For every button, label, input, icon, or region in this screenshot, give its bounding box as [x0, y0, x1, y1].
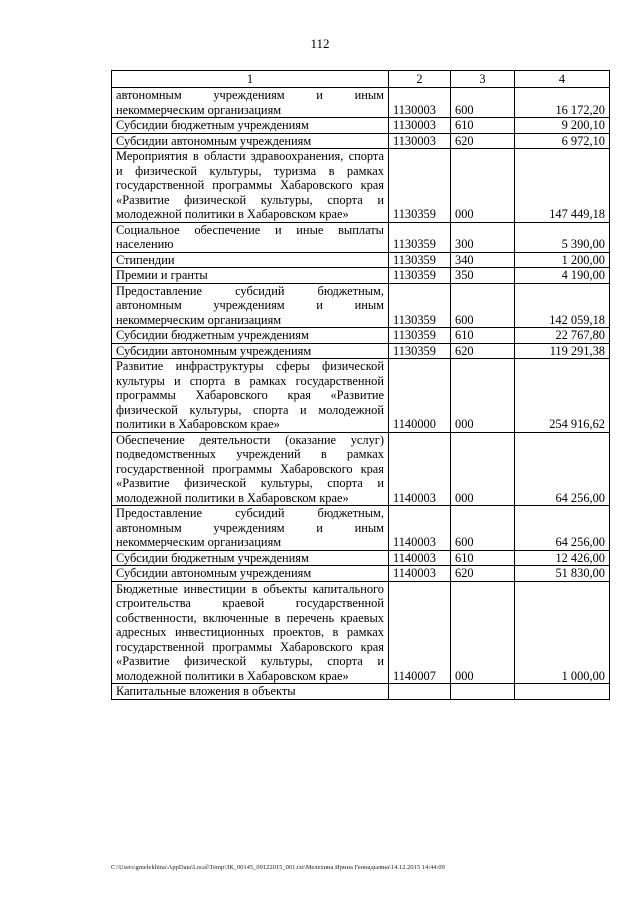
- row-code-cell: 1130359: [389, 268, 451, 284]
- table-row: [112, 566, 610, 582]
- row-type-cell: 000: [451, 359, 515, 433]
- table-row: [112, 506, 610, 551]
- row-name-cell: Субсидии автономным учреждениям: [112, 566, 389, 582]
- row-type-cell: 300: [451, 222, 515, 252]
- row-amount-cell: 22 767,80: [515, 328, 610, 344]
- row-name-cell: Предоставление субсидий бюджетным, автономным учреждениям и иным некоммерческим организациям: [112, 506, 389, 551]
- row-amount-cell: [515, 684, 610, 700]
- row-amount-cell: 5 390,00: [515, 222, 610, 252]
- row-name-cell: Развитие инфраструктуры сферы физической культуры и спорта в рамках государственной программы Хабаровского края «Развитие физической культуры, спорта и молодежной политики в Хабаровском крае»: [112, 359, 389, 433]
- row-type-cell: 340: [451, 252, 515, 268]
- table-row: [112, 283, 610, 328]
- budget-table: [111, 70, 610, 700]
- row-amount-cell: 64 256,00: [515, 506, 610, 551]
- row-amount-cell: 6 972,10: [515, 133, 610, 149]
- table-row: [112, 343, 610, 359]
- table-row: [112, 268, 610, 284]
- row-code-cell: 1130359: [389, 252, 451, 268]
- row-amount-cell: 254 916,62: [515, 359, 610, 433]
- row-code-cell: 1130003: [389, 118, 451, 134]
- row-code-cell: [389, 684, 451, 700]
- row-name-cell: Стипендии: [112, 252, 389, 268]
- row-name-cell: Премии и гранты: [112, 268, 389, 284]
- row-name-cell: Субсидии бюджетным учреждениям: [112, 328, 389, 344]
- row-amount-cell: 9 200,10: [515, 118, 610, 134]
- row-name-cell: Капитальные вложения в объекты: [112, 684, 389, 700]
- column-header-4: 4: [515, 71, 610, 88]
- row-name-cell: автономным учреждениям и иным некоммерческим организациям: [112, 88, 389, 118]
- row-code-cell: 1140003: [389, 506, 451, 551]
- row-code-cell: 1130359: [389, 222, 451, 252]
- table-row: [112, 133, 610, 149]
- row-type-cell: 610: [451, 118, 515, 134]
- table-row: [112, 328, 610, 344]
- row-name-cell: Обеспечение деятельности (оказание услуг) подведомственных учреждений в рамках государственной программы Хабаровского края «Развитие физической культуры, спорта и молодежной политики в Хабаровском крае»: [112, 432, 389, 506]
- table-body: [112, 88, 610, 700]
- table-row: [112, 222, 610, 252]
- row-code-cell: 1140003: [389, 432, 451, 506]
- column-header-1: 1: [112, 71, 389, 88]
- table-row: [112, 88, 610, 118]
- table-row: [112, 432, 610, 506]
- row-amount-cell: 64 256,00: [515, 432, 610, 506]
- row-name-cell: Бюджетные инвестиции в объекты капитального строительства краевой государственной собственности, включенные в перечень краевых адресных инвестиционных проектов, в рамках государственной программы Хабаровского края «Развитие физической культуры, спорта и молодежной политики в Хабаровском крае»: [112, 581, 389, 684]
- table-row: [112, 684, 610, 700]
- row-name-cell: Социальное обеспечение и иные выплаты населению: [112, 222, 389, 252]
- row-code-cell: 1130003: [389, 88, 451, 118]
- row-amount-cell: 4 190,00: [515, 268, 610, 284]
- row-code-cell: 1140007: [389, 581, 451, 684]
- table-row: [112, 149, 610, 223]
- row-code-cell: 1130359: [389, 283, 451, 328]
- table-row: [112, 550, 610, 566]
- row-type-cell: 000: [451, 149, 515, 223]
- row-name-cell: Предоставление субсидий бюджетным, автономным учреждениям и иным некоммерческим организациям: [112, 283, 389, 328]
- row-type-cell: 000: [451, 432, 515, 506]
- row-name-cell: Субсидии автономным учреждениям: [112, 343, 389, 359]
- row-amount-cell: 1 200,00: [515, 252, 610, 268]
- row-name-cell: Субсидии автономным учреждениям: [112, 133, 389, 149]
- column-header-3: 3: [451, 71, 515, 88]
- table-row: [112, 118, 610, 134]
- table-row: [112, 581, 610, 684]
- page-number: 112: [310, 36, 330, 51]
- row-amount-cell: 142 059,18: [515, 283, 610, 328]
- row-type-cell: 620: [451, 343, 515, 359]
- row-type-cell: 600: [451, 506, 515, 551]
- row-amount-cell: 16 172,20: [515, 88, 610, 118]
- row-type-cell: 610: [451, 550, 515, 566]
- table-header-row: [112, 71, 610, 88]
- table-row: [112, 252, 610, 268]
- row-name-cell: Субсидии бюджетным учреждениям: [112, 550, 389, 566]
- row-code-cell: 1130003: [389, 133, 451, 149]
- row-name-cell: Субсидии бюджетным учреждениям: [112, 118, 389, 134]
- row-type-cell: 600: [451, 283, 515, 328]
- row-code-cell: 1130359: [389, 149, 451, 223]
- row-type-cell: 620: [451, 566, 515, 582]
- row-amount-cell: 1 000,00: [515, 581, 610, 684]
- row-type-cell: 600: [451, 88, 515, 118]
- column-header-2: 2: [389, 71, 451, 88]
- row-amount-cell: 51 830,00: [515, 566, 610, 582]
- row-code-cell: 1140000: [389, 359, 451, 433]
- row-type-cell: 350: [451, 268, 515, 284]
- row-code-cell: 1140003: [389, 566, 451, 582]
- row-code-cell: 1140003: [389, 550, 451, 566]
- row-code-cell: 1130359: [389, 343, 451, 359]
- table-row: [112, 359, 610, 433]
- row-amount-cell: 147 449,18: [515, 149, 610, 223]
- row-amount-cell: 12 426,00: [515, 550, 610, 566]
- row-type-cell: 620: [451, 133, 515, 149]
- row-type-cell: 000: [451, 581, 515, 684]
- row-name-cell: Мероприятия в области здравоохранения, спорта и физической культуры, туризма в рамках государственной программы Хабаровского края «Развитие физической культуры, спорта и молодежной политики в Хабаровском крае»: [112, 149, 389, 223]
- row-amount-cell: 119 291,38: [515, 343, 610, 359]
- footer-file-path: C:\Users\gmelekhina\AppData\Local\Temp\ЗК_00145_09122015_001.txt\Мелехина Ирина Геннадьевна\14.12.2015 14:44:09: [111, 864, 445, 871]
- row-type-cell: 610: [451, 328, 515, 344]
- row-code-cell: 1130359: [389, 328, 451, 344]
- row-type-cell: [451, 684, 515, 700]
